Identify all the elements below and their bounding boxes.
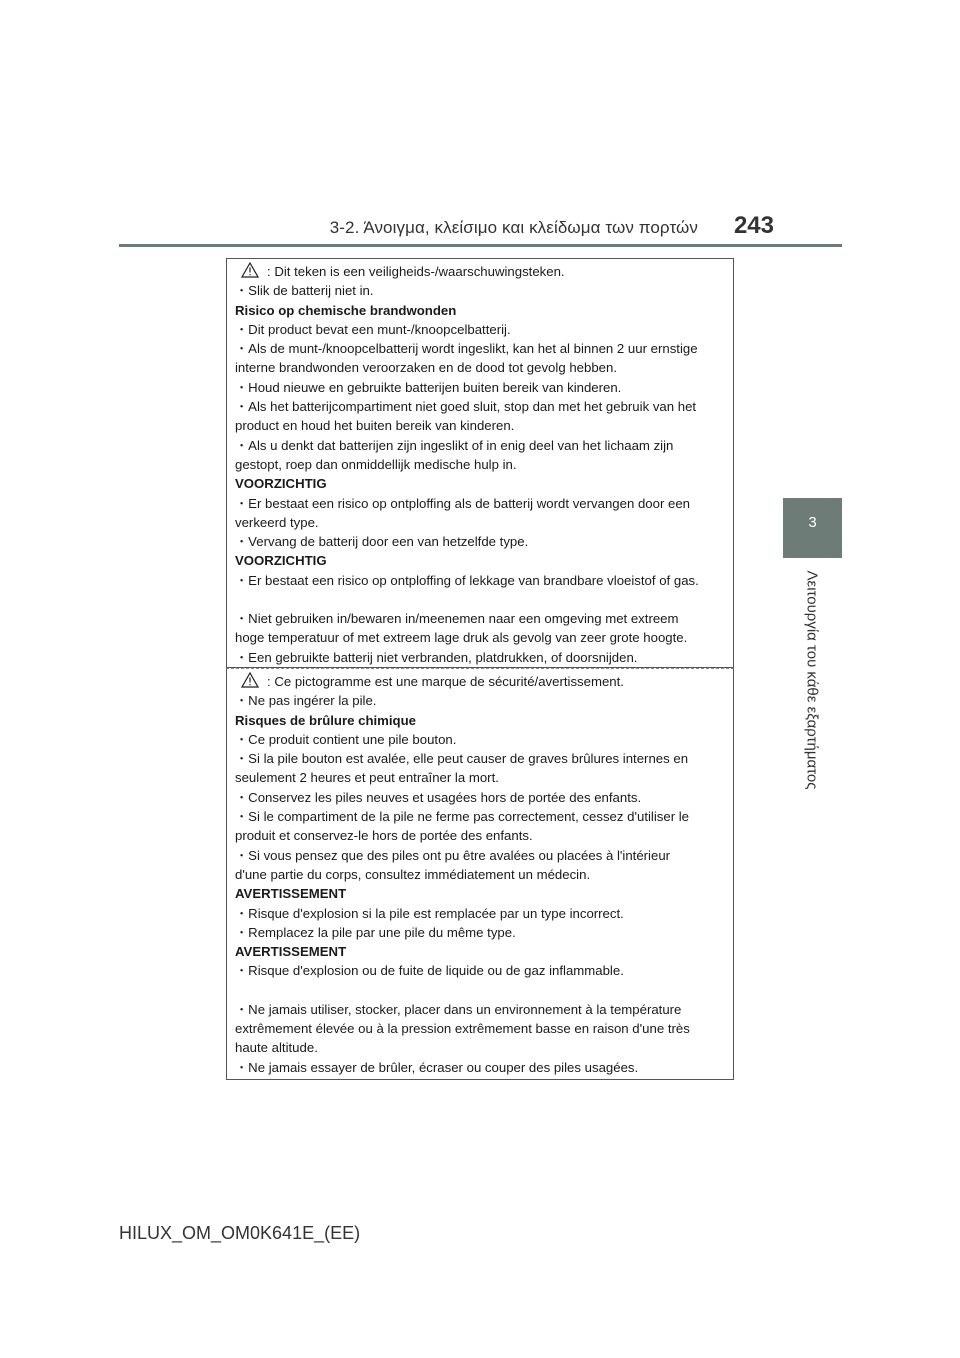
list-item-continued: seulement 2 heures et peut entraîner la mort. xyxy=(235,770,499,786)
warning-intro: : Dit teken is een veiligheids-/waarschuwingsteken. xyxy=(235,262,727,281)
header-rule xyxy=(119,244,842,247)
list-item-continued: extrêmement élevée ou à la pression extrêmement basse en raison d'une très xyxy=(235,1021,690,1037)
list-item-continued: d'une partie du corps, consultez immédiatement un médecin. xyxy=(235,866,591,882)
list-item-continued: produit et conservez-le hors de portée des enfants. xyxy=(235,828,533,844)
list-item: ・Vervang de batterij door een van hetzelfde type. xyxy=(235,534,529,550)
list-item: ・Dit product bevat een munt-/knoopcelbatterij. xyxy=(235,321,511,337)
list-item-continued: product en houd het buiten bereik van kinderen. xyxy=(235,418,515,434)
list-item: ・Remplacez la pile par une pile du même type. xyxy=(235,924,516,940)
warning-triangle-icon xyxy=(241,262,259,278)
list-item: ・Si vous pensez que des piles ont pu être avalées ou placées à l'intérieur xyxy=(235,847,671,863)
chapter-title: Λειτουργία του κάθε εξαρτήματος xyxy=(803,570,821,790)
list-item: ・Als de munt-/knoopcelbatterij wordt ingeslikt, kan het al binnen 2 uur ernstige xyxy=(235,341,698,357)
list-item: ・Er bestaat een risico op ontploffing als de batterij wordt vervangen door een xyxy=(235,495,691,511)
list-item: ・Risque d'explosion ou de fuite de liquide ou de gaz inflammable. xyxy=(235,963,624,979)
list-item: ・Conservez les piles neuves et usagées hors de portée des enfants. xyxy=(235,789,642,805)
list-item-continued: gestopt, roep dan onmiddellijk medische hulp in. xyxy=(235,456,517,472)
document-code: HILUX_OM_OM0K641E_(EE) xyxy=(119,1223,361,1243)
section-heading: Risques de brûlure chimique xyxy=(235,712,416,728)
page-number: 243 xyxy=(733,212,774,239)
chapter-tab xyxy=(783,498,842,558)
warning-box-french xyxy=(226,668,734,1080)
warning-intro: : Ce pictogramme est une marque de sécurité/avertissement. xyxy=(235,672,727,691)
list-item-continued: verkeerd type. xyxy=(235,514,319,530)
section-heading: VOORZICHTIG xyxy=(235,553,327,569)
list-item: ・Een gebruikte batterij niet verbranden, platdrukken, of doorsnijden. xyxy=(235,649,638,665)
list-item: ・Si le compartiment de la pile ne ferme pas correctement, cessez d'utiliser le xyxy=(235,809,690,825)
list-item-continued: haute altitude. xyxy=(235,1040,318,1056)
list-item: ・Er bestaat een risico op ontploffing of lekkage van brandbare vloeistof of gas. xyxy=(235,572,699,588)
section-heading: VOORZICHTIG xyxy=(235,476,327,492)
list-item: ・Risque d'explosion si la pile est remplacée par un type incorrect. xyxy=(235,905,624,921)
section-title: 3-2. Άνοιγμα, κλείσιμο και κλείδωμα των πορτών xyxy=(329,218,698,237)
section-heading: AVERTISSEMENT xyxy=(235,944,347,960)
list-item: ・Niet gebruiken in/bewaren in/meenemen naar een omgeving met extreem xyxy=(235,611,679,627)
list-item: ・Ne jamais utiliser, stocker, placer dans un environnement à la température xyxy=(235,1001,682,1017)
list-item: ・Houd nieuwe en gebruikte batterijen buiten bereik van kinderen. xyxy=(235,379,622,395)
list-item: ・Si la pile bouton est avalée, elle peut causer de graves brûlures internes en xyxy=(235,751,689,767)
section-heading: Risico op chemische brandwonden xyxy=(235,302,457,318)
list-item: ・Ne jamais essayer de brûler, écraser ou couper des piles usagées. xyxy=(235,1059,639,1075)
list-item: ・Als u denkt dat batterijen zijn ingeslikt of in enig deel van het lichaam zijn xyxy=(235,437,674,453)
list-item: ・Als het batterijcompartiment niet goed sluit, stop dan met het gebruik van het xyxy=(235,399,697,415)
list-item: ・Ne pas ingérer la pile. xyxy=(235,693,377,709)
list-item-continued: hoge temperatuur of met extreem lage druk als gevolg van zeer grote hoogte. xyxy=(235,630,688,646)
section-heading: AVERTISSEMENT xyxy=(235,886,347,902)
list-item-continued: interne brandwonden veroorzaken en de dood tot gevolg hebben. xyxy=(235,360,617,376)
warning-box-dutch xyxy=(226,258,734,668)
list-item: ・Ce produit contient une pile bouton. xyxy=(235,731,457,747)
list-item: ・Slik de batterij niet in. xyxy=(235,283,374,299)
chapter-number: 3 xyxy=(808,514,817,531)
warning-triangle-icon xyxy=(241,672,259,688)
